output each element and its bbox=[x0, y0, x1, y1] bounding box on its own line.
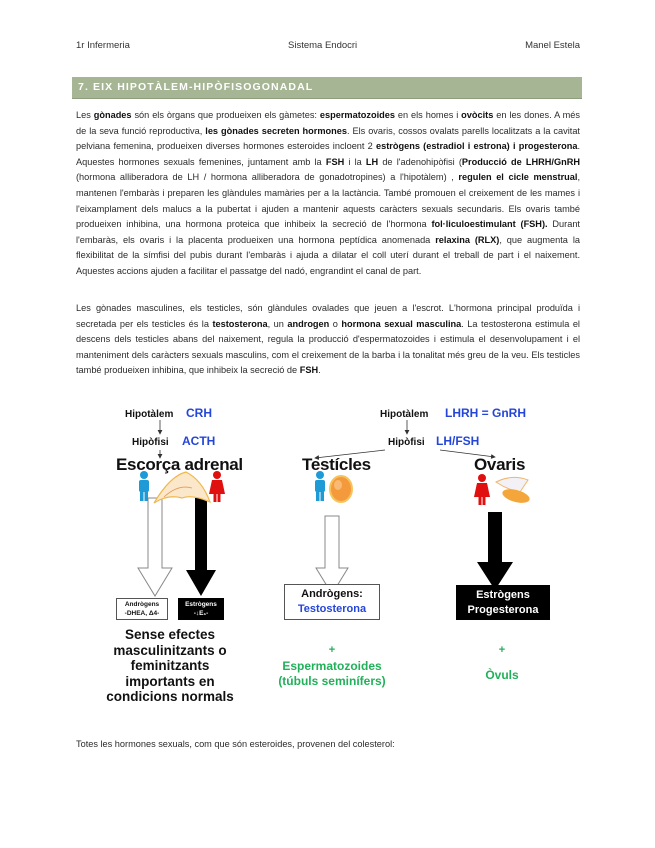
section-title-bar bbox=[72, 77, 582, 99]
bold-term: estrògens (estradiol i estrona) i progesterona bbox=[376, 141, 578, 152]
bold-term: espermatozoides bbox=[319, 110, 395, 120]
hormone-axis-diagram bbox=[100, 398, 580, 718]
bold-term: gònades bbox=[93, 110, 132, 120]
gonadal-hypothalamus-label: Hipotàlem bbox=[380, 409, 429, 420]
adrenal-cortex-label: Escorça adrenal bbox=[116, 455, 243, 474]
paragraph-cholesterol: Totes les hormones sexuals, com que són esteroides, provenen del colesterol: bbox=[76, 739, 395, 749]
lhrh-gnrh-label: LHRH = GnRH bbox=[445, 406, 526, 420]
gonadal-pituitary-label: Hipòfisi bbox=[388, 437, 425, 448]
bold-term: ovòcits bbox=[461, 110, 494, 120]
section-title: 7. EIX HIPOTÀLEM-HIPÒFISOGONADAL bbox=[78, 81, 314, 93]
adrenal-hypothalamus-label: Hipotàlem bbox=[125, 409, 174, 420]
bold-term: fol·liculoestimulant (FSH). bbox=[431, 219, 548, 230]
spermatozoa-label: Espermatozoides (túbuls seminífers) bbox=[278, 659, 386, 688]
bold-term: les gònades secreten hormones bbox=[205, 125, 347, 136]
bold-term: regulen el cicle menstrual bbox=[458, 172, 578, 183]
crh-label: CRH bbox=[186, 406, 212, 420]
bold-term: Producció de LHRH/GnRH bbox=[461, 156, 580, 167]
bold-term: relaxina (RLX) bbox=[435, 234, 500, 245]
lh-fsh-label: LH/FSH bbox=[436, 434, 480, 448]
paragraph-male-gonads: Les gònades masculines, els testicles, són glàndules ovalades que jeuen a l'escrot. L'hormona principal produïda i secretada per els testicles és la testosterona, un androgen o hormona sexual masculina. La testosterona estimula el descens dels testicles abans del naixement, regula la producció d'espermatozoides i estimula el desenvolupament i el manteniment dels caràcters sexuals masculins, com el creixement de la barba i la tonalitat més greu de la veu. Els testicles també produeixen inhibina, que inhibeix la secreció de FSH. bbox=[76, 303, 580, 376]
page-header bbox=[76, 40, 580, 54]
bold-term: LH bbox=[365, 156, 379, 167]
header-author: Manel Estela bbox=[525, 40, 580, 51]
adrenal-pituitary-label: Hipòfisi bbox=[132, 437, 169, 448]
male-plus-sign: + bbox=[328, 644, 336, 656]
bold-term: hormona sexual masculina bbox=[341, 318, 462, 329]
adrenal-estrogens-box: Estrògens -↓E₁- bbox=[178, 598, 224, 620]
ova-label: Òvuls bbox=[485, 668, 519, 682]
estrogens-progesterone-box: Estrògens Progesterona bbox=[456, 585, 550, 620]
female-plus-sign: + bbox=[498, 644, 506, 656]
bold-term: androgen bbox=[287, 318, 330, 329]
adrenal-androgens-box: Andrògens -DHEA, Δ4- bbox=[116, 598, 168, 620]
male-figure-icon bbox=[139, 471, 149, 501]
bold-term: FSH bbox=[299, 365, 319, 376]
adrenal-note: Sense efectes masculinitzants o feminitzants importants en condicions normals bbox=[106, 627, 234, 704]
bold-term: FSH bbox=[325, 156, 345, 167]
testosterone-box: Andrògens: Testosterona bbox=[284, 584, 380, 620]
acth-label: ACTH bbox=[182, 434, 216, 448]
paragraph-female-gonads: Les gònades són els òrgans que produeixen els gàmetes: espermatozoides en els homes i ovòcits en les dones. A més de la seva funció reproductiva, les gònades secreten hormones. Els ovaris, cossos ovalats parells localitzats a la cavitat pelviana femenina, produeixen diverses hormones esteroides incloent 2 estrògens (estradiol i estrona) i progesterona. Aquestes hormones sexuals femenines, juntament amb la FSH i la LH de l'adenohipòfisi (Producció de LHRH/GnRH (hormona alliberadora de LH / hormona alliberadora de gonadotropines) a l'hipotàlem) , regulen el cicle menstrual, mantenen l'embaràs i preparen les glàndules mamàries per a la lactància. També promouen el creixement de les mames i l'eixamplament dels malucs a la pubertat i ajuden a mantenir aquests caràcters sexuals secundaris. Els ovaris també produeixen inhibina, una hormona proteica que inhibeix la secreció de l'hormona fol·liculoestimulant (FSH). Durant l'embaràs, els ovaris i la placenta produeixen una hormona peptídica anomenada relaxina (RLX), que augmenta la flexibilitat de la símfisi del pubis durant l'embaràs i ajuda a dilatar el coll uterí durant el treball de part i el naixement. Aquestes accions ajuden a facilitar el passatge del nadó, engrandint el canal de part. bbox=[76, 110, 580, 276]
header-subject: Sistema Endocri bbox=[288, 40, 358, 51]
ovaries-label: Ovaris bbox=[474, 455, 526, 474]
bold-term: testosterona bbox=[212, 318, 268, 329]
female-figure-icon bbox=[209, 471, 225, 502]
testicles-label: Testícles bbox=[302, 455, 371, 474]
header-course: 1r Infermeria bbox=[76, 40, 130, 51]
